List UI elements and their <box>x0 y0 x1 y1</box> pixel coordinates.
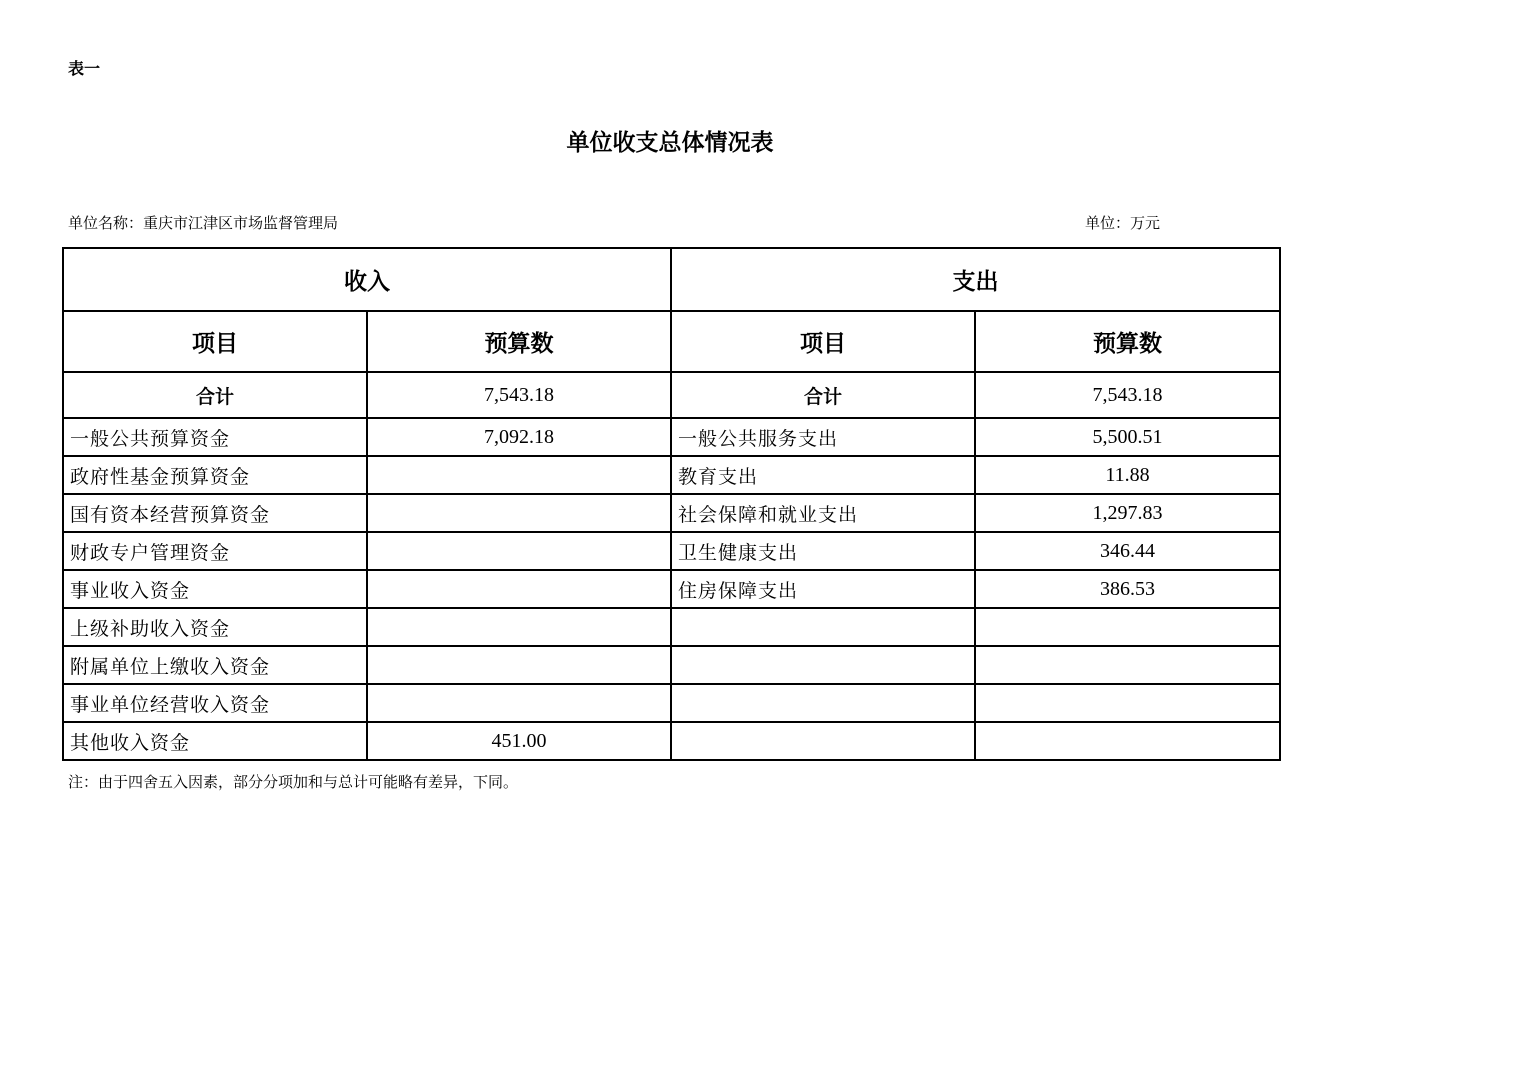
expense-item-cell <box>671 684 975 722</box>
expense-value-cell: 386.53 <box>975 570 1280 608</box>
income-value-cell <box>367 608 671 646</box>
expense-value-cell <box>975 646 1280 684</box>
unit-measure-label: 单位：万元 <box>1085 214 1161 232</box>
income-value-cell: 451.00 <box>367 722 671 760</box>
budget-summary-table <box>62 247 1281 761</box>
income-value-cell <box>367 532 671 570</box>
expense-total-value: 7,543.18 <box>975 372 1280 418</box>
table-row <box>63 418 1280 456</box>
income-total-value: 7,543.18 <box>367 372 671 418</box>
table-row <box>63 532 1280 570</box>
table-row <box>63 494 1280 532</box>
expense-item-cell: 社会保障和就业支出 <box>671 494 975 532</box>
section-header-row <box>63 248 1280 311</box>
income-total-label: 合计 <box>63 372 367 418</box>
income-item-cell: 其他收入资金 <box>63 722 367 760</box>
expense-item-cell <box>671 722 975 760</box>
table-row <box>63 684 1280 722</box>
income-value-cell <box>367 494 671 532</box>
expense-item-cell: 教育支出 <box>671 456 975 494</box>
table-tag: 表一 <box>68 59 101 78</box>
income-value-cell <box>367 684 671 722</box>
expense-value-cell: 5,500.51 <box>975 418 1280 456</box>
expense-item-cell <box>671 646 975 684</box>
expense-section-header: 支出 <box>671 248 1280 311</box>
footnote: 注：由于四舍五入因素，部分分项加和与总计可能略有差异，下同。 <box>68 773 519 791</box>
table-row <box>63 646 1280 684</box>
expense-item-cell: 卫生健康支出 <box>671 532 975 570</box>
income-item-cell: 附属单位上缴收入资金 <box>63 646 367 684</box>
expense-value-cell: 11.88 <box>975 456 1280 494</box>
expense-budget-column-header: 预算数 <box>975 311 1280 372</box>
page-title: 单位收支总体情况表 <box>566 129 774 156</box>
table-row <box>63 722 1280 760</box>
table-row <box>63 570 1280 608</box>
income-item-cell: 一般公共预算资金 <box>63 418 367 456</box>
income-item-cell: 上级补助收入资金 <box>63 608 367 646</box>
expense-item-cell <box>671 608 975 646</box>
expense-total-label: 合计 <box>671 372 975 418</box>
total-row <box>63 372 1280 418</box>
income-item-cell: 财政专户管理资金 <box>63 532 367 570</box>
income-item-cell: 事业收入资金 <box>63 570 367 608</box>
income-budget-column-header: 预算数 <box>367 311 671 372</box>
expense-item-cell: 一般公共服务支出 <box>671 418 975 456</box>
expense-value-cell <box>975 608 1280 646</box>
income-value-cell <box>367 646 671 684</box>
income-item-cell: 事业单位经营收入资金 <box>63 684 367 722</box>
income-value-cell <box>367 456 671 494</box>
table-row <box>63 608 1280 646</box>
income-item-cell: 国有资本经营预算资金 <box>63 494 367 532</box>
expense-item-column-header: 项目 <box>671 311 975 372</box>
expense-item-cell: 住房保障支出 <box>671 570 975 608</box>
income-item-cell: 政府性基金预算资金 <box>63 456 367 494</box>
income-item-column-header: 项目 <box>63 311 367 372</box>
column-header-row <box>63 311 1280 372</box>
income-section-header: 收入 <box>63 248 671 311</box>
expense-value-cell <box>975 684 1280 722</box>
unit-name-label: 单位名称：重庆市江津区市场监督管理局 <box>68 214 339 232</box>
expense-value-cell: 1,297.83 <box>975 494 1280 532</box>
expense-value-cell: 346.44 <box>975 532 1280 570</box>
table-row <box>63 456 1280 494</box>
expense-value-cell <box>975 722 1280 760</box>
income-value-cell <box>367 570 671 608</box>
income-value-cell: 7,092.18 <box>367 418 671 456</box>
